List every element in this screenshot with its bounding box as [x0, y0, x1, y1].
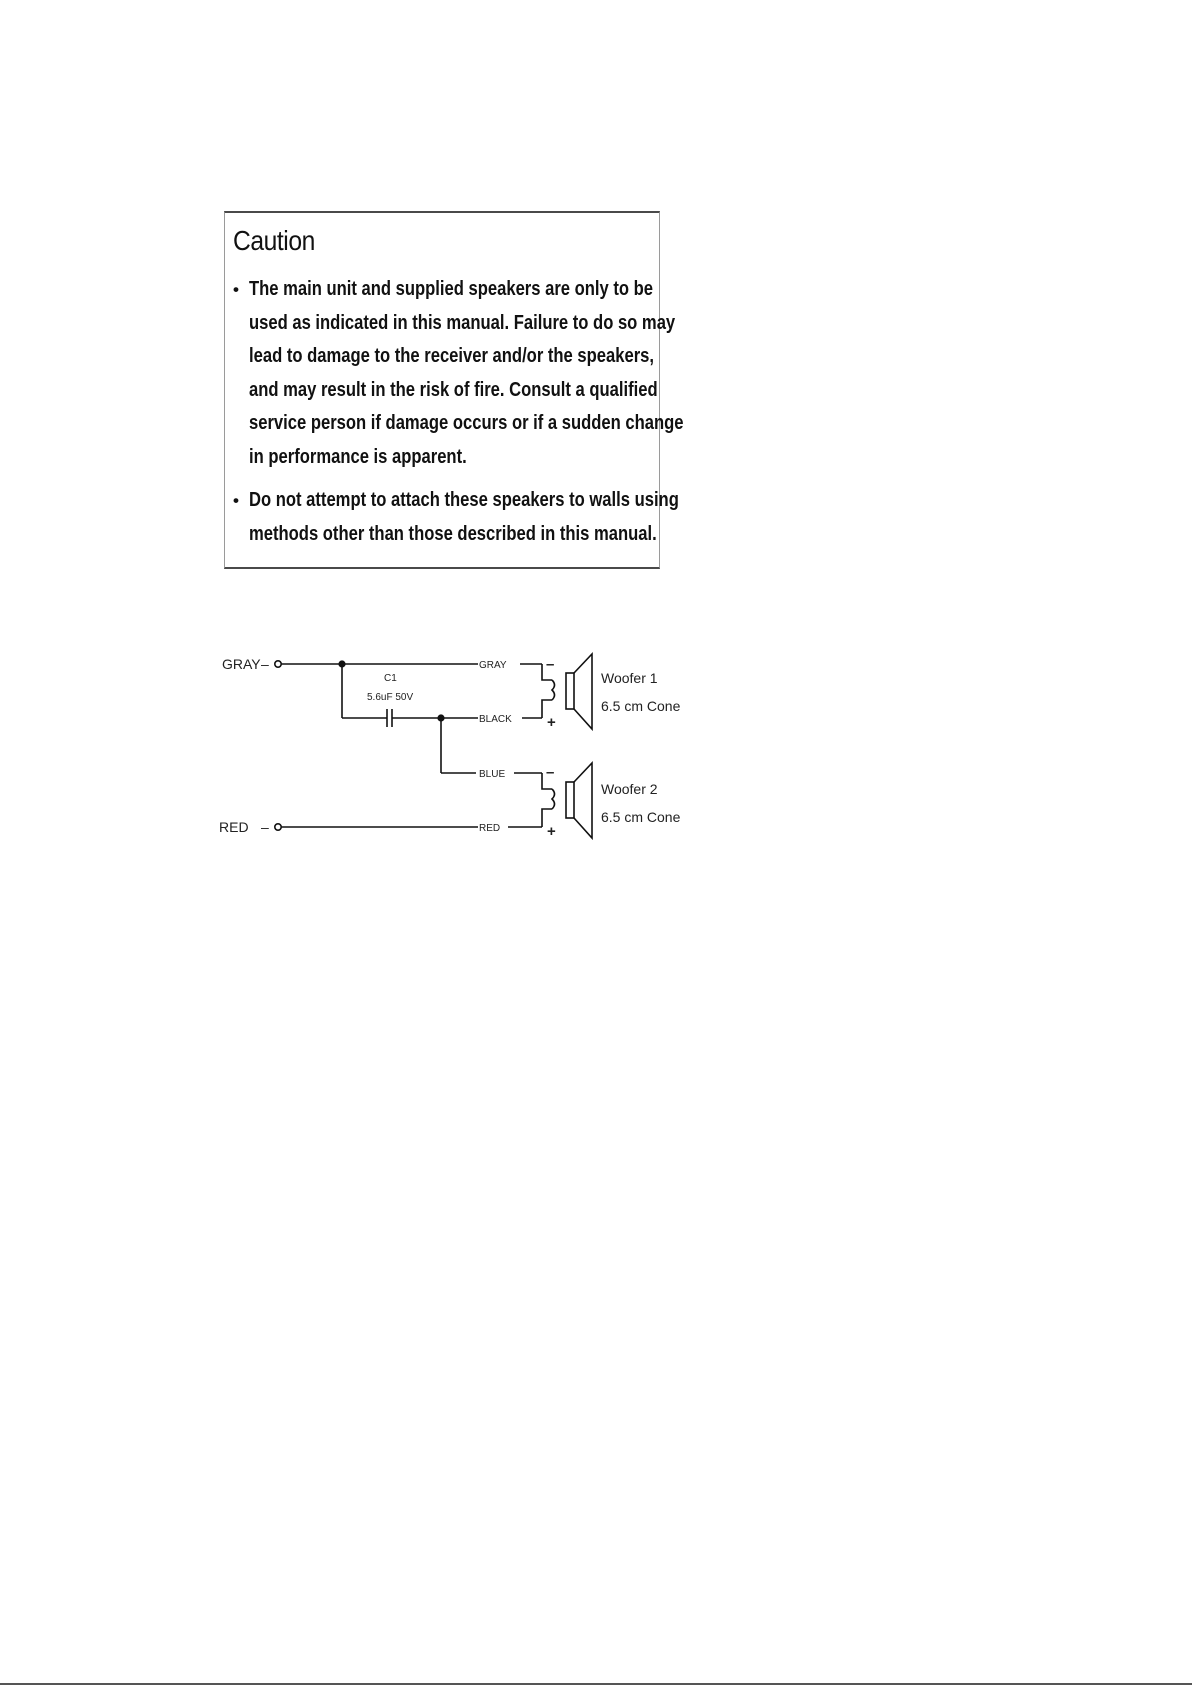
bullet-dot: •	[233, 280, 239, 299]
woofer2-plus-sign: +	[547, 823, 556, 840]
input-gray-dash: –	[261, 656, 269, 672]
woofer1-name: Woofer 1	[601, 670, 658, 686]
caution-bullet-1-line-2: used as indicated in this manual. Failure to do so may	[249, 311, 676, 334]
caution-bullet-1-line-6: in performance is apparent.	[249, 445, 467, 468]
woofer2-name: Woofer 2	[601, 781, 658, 797]
woofer2-coil	[552, 789, 555, 809]
bullet-dot: •	[233, 491, 239, 510]
woofer1-plus-sign: +	[547, 714, 556, 731]
junction-dot-black	[437, 714, 444, 721]
input-red-dash: –	[261, 819, 269, 835]
woofer1-type: 6.5 cm Cone	[601, 698, 681, 714]
woofer2-cone	[574, 763, 592, 838]
woofer1-coil	[552, 680, 555, 700]
capacitor-name: C1	[384, 673, 397, 684]
junction-dot-gray	[338, 660, 345, 667]
caution-title: Caution	[233, 225, 315, 256]
caution-bullet-2-line-1: Do not attempt to attach these speakers to walls using	[249, 489, 679, 511]
wire-gray-label: GRAY	[479, 660, 507, 671]
caution-bullet-1-line-3: lead to damage to the receiver and/or the speakers,	[249, 345, 655, 367]
woofer1-cone	[574, 654, 592, 729]
caution-bullet-2-line-2: methods other than those described in this manual.	[249, 522, 657, 545]
woofer2-minus-sign: –	[546, 764, 555, 781]
wire-blue-label: BLUE	[479, 769, 506, 780]
input-gray-label: GRAY	[222, 656, 261, 672]
capacitor-value: 5.6uF 50V	[367, 692, 414, 703]
woofer2-magnet	[566, 782, 574, 818]
red-terminal	[275, 824, 281, 830]
woofer1-magnet	[566, 673, 574, 709]
gray-terminal	[275, 661, 281, 667]
woofer1-minus-sign: –	[546, 656, 555, 673]
caution-bullet-1-line-1: The main unit and supplied speakers are only to be	[249, 278, 654, 300]
wire-black-label: BLACK	[479, 714, 512, 725]
caution-bullet-1-line-4: and may result in the risk of fire. Consult a qualified	[249, 378, 658, 401]
wire-red-label: RED	[479, 823, 501, 834]
input-red-label: RED	[219, 819, 249, 835]
caution-bullet-1-line-5: service person if damage occurs or if a sudden change	[249, 412, 684, 434]
woofer2-type: 6.5 cm Cone	[601, 809, 681, 825]
